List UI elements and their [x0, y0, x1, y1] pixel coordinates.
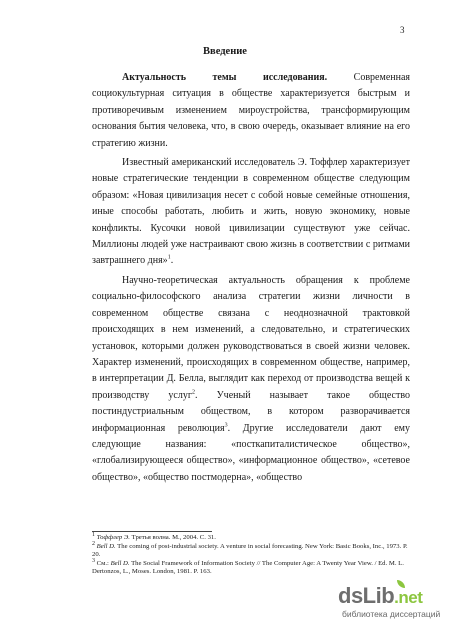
paragraph-2: [92, 155, 410, 270]
body-text: [92, 70, 410, 489]
paragraph-1: [92, 70, 410, 152]
page-number: 3: [400, 25, 405, 35]
dslib-watermark[interactable]: [338, 583, 446, 623]
dslib-logo: dsLib.net: [338, 583, 423, 608]
footnote-ref-2[interactable]: 2: [191, 389, 195, 396]
watermark-subtitle: библиотека диссертаций: [342, 609, 441, 619]
paragraph-2-end: .: [170, 255, 174, 267]
paragraph-3: [92, 273, 410, 486]
paragraph-3-text-b: . Ученый называет такое общество постиндустриальным обществом, в котором разворачивается информационная революция: [92, 389, 410, 434]
paragraph-2-text: Известный американский исследователь Э. Тоффлер характеризует новые стратегические тенденции в современном обществе следующим образом: «Новая цивилизация несет с собой новые семейные отношения, иные способы работать, любить и жить, новую экономику, новые конфликты. Кусочки новой цивилизации существуют уже сейчас. Миллионы людей уже настраивают свою жизнь в соответствии с ритмами завтрашнего дня»: [92, 157, 410, 267]
footnote-2: $^2$ Bell D. The coming of post-industrial society. A venture in social forecasting. New York: Basic Books, Inc., 1973. P. 20.: [92, 540, 408, 559]
topic-relevance-label: Актуальность темы исследования.: [122, 72, 328, 83]
section-heading: Введение: [203, 46, 247, 57]
footnote-ref-3[interactable]: 3: [224, 422, 228, 429]
footnote-1: $^1$ Тоффлер Э. Третья волна. М., 2004. С. 31.: [92, 531, 216, 541]
paragraph-3-text-a: Научно-теоретическая актуальность обращения к проблеме социально-философского анализа стратегии жизни личности в современном обществе связана с неоднозначной трактовкой происходящих в нем изменений, а следовательно, и стратегических установок, которыми должен руководствоваться в своей жизни человек. Характер изменений, происходящих в современном обществе, например, в интерпретации Д. Белла, выглядит как переход от производства вещей к производству услуг: [92, 274, 410, 401]
paragraph-1-text: Современная социокультурная ситуация в обществе характеризуется быстрым и противоречивым изменением мироустройства, трансформирующим основания бытия человека, что, в свою очередь, оказывает влияние на его стратегию жизни.: [92, 72, 410, 149]
paragraph-3-text-c: . Другие исследователи дают ему следующие названия: «посткапиталистическое общество», «глобализирующееся общество», «информационное общество», «сетевое общество», «общество постмодерна», «общество: [92, 422, 410, 483]
footnotes: [92, 531, 410, 577]
footnote-3: $^3$ См.: Bell D. The Social Framework of Information Society // The Computer Age: A Twenty Year View. / Ed. M. L. Dertonzos, L., Moses. London, 1981. P. 163.: [92, 557, 404, 576]
footnote-ref-1[interactable]: 1: [167, 255, 171, 262]
footnote-divider: [92, 531, 212, 532]
